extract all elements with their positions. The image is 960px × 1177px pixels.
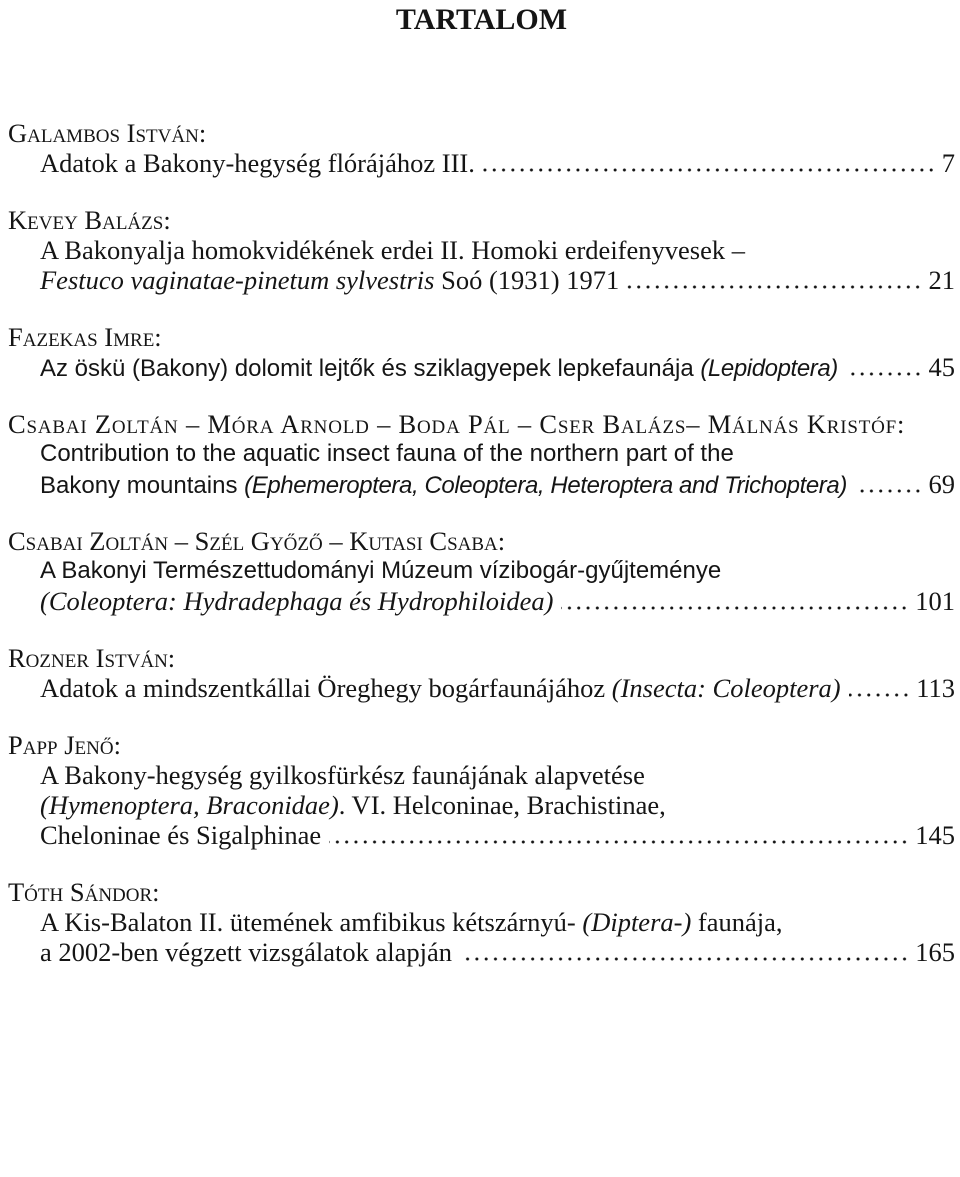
toc-entry	[8, 118, 955, 178]
toc-entry	[8, 730, 955, 850]
entry-authors: Galambos István:	[8, 118, 207, 148]
entry-title-line	[8, 907, 955, 937]
entry-title-line	[8, 469, 955, 499]
entry-authors: Rozner István:	[8, 643, 176, 673]
toc-entry	[8, 205, 955, 295]
entry-title-line	[8, 235, 955, 265]
entry-title-text	[40, 820, 321, 850]
dot-leader	[561, 606, 909, 610]
entry-title-line	[8, 937, 955, 967]
entry-authors: Fazekas Imre:	[8, 322, 162, 352]
title-segment: Adatok a mindszentkállai Öreghegy bogárfaunájához	[40, 673, 606, 703]
italic-taxon-text: (Coleoptera: Hydradephaga és Hydrophiloidea)	[40, 586, 554, 616]
title-segment: Adatok a Bakony-hegység flórájához III.	[40, 148, 475, 178]
dot-leader	[329, 840, 909, 844]
title-segment: Bakony mountains	[40, 472, 238, 499]
entry-title-text	[40, 471, 847, 501]
entry-title-line	[8, 790, 955, 820]
entry-title-line	[8, 556, 955, 586]
toc-entry	[8, 409, 955, 499]
dot-leader	[483, 168, 936, 172]
title-segment: A Kis-Balaton II. ütemének amfibikus kétszárnyú-	[40, 907, 576, 937]
title-segment: faunája,	[697, 907, 783, 937]
toc-entry	[8, 877, 955, 967]
page-number: 21	[928, 265, 955, 295]
italic-taxon-text: (Diptera-)	[582, 907, 692, 937]
page-number: 7	[941, 148, 955, 178]
dot-leader	[846, 372, 923, 376]
italic-taxon-text: (Lepidoptera)	[700, 355, 838, 382]
italic-taxon-text: (Hymenoptera, Braconidae)	[40, 790, 339, 820]
dot-leader	[855, 489, 923, 493]
title-segment: Cheloninae és Sigalphinae	[40, 820, 322, 850]
title-segment: a 2002-ben végzett vizsgálatok alapján	[40, 937, 453, 967]
italic-taxon-text: Festuco vaginatae-pinetum sylvestris	[40, 265, 435, 295]
entry-title-text	[40, 354, 838, 384]
title-segment: . VI. Helconinae, Brachistinae,	[338, 790, 666, 820]
italic-taxon-text: (Ephemeroptera, Coleoptera, Heteroptera and Trichoptera)	[244, 472, 847, 499]
entry-title-line	[8, 673, 955, 703]
title-segment: A Bakonyi Természettudományi Múzeum vízibogár-gyűjteménye	[40, 557, 722, 584]
toc-entry	[8, 322, 955, 382]
dot-leader	[849, 693, 911, 697]
italic-taxon-text: (Insecta: Coleoptera)	[611, 673, 841, 703]
entry-title-line	[8, 439, 955, 469]
title-segment: A Bakony-hegység gyilkosfürkész faunájának alapvetése	[40, 760, 645, 790]
page-number: 113	[916, 673, 955, 703]
entry-title-text	[40, 265, 619, 295]
entry-title-line	[8, 265, 955, 295]
title-segment: A Bakonyalja homokvidékének erdei II. Homoki erdeifenyvesek –	[40, 235, 745, 265]
page-number: 145	[915, 820, 955, 850]
page-number: 69	[928, 469, 955, 499]
page-number: 165	[915, 937, 955, 967]
entry-title-text	[40, 937, 452, 967]
entry-title-line	[8, 760, 955, 790]
entry-authors: Kevey Balázs:	[8, 205, 171, 235]
toc-entry	[8, 643, 955, 703]
page-number: 101	[915, 586, 955, 616]
title-segment: Az öskü (Bakony) dolomit lejtők és sziklagyepek lepkefaunája	[40, 355, 694, 382]
entry-title-line	[8, 586, 955, 616]
dot-leader	[627, 285, 922, 289]
dot-leader	[460, 957, 909, 961]
entry-authors: Csabai Zoltán – Móra Arnold – Boda Pál – Cser Balázs– Málnás Kristóf:	[8, 409, 906, 439]
entry-title-text	[40, 148, 475, 178]
title-segment: Soó (1931) 1971	[441, 265, 620, 295]
entry-authors: Csabai Zoltán – Szél Győző – Kutasi Csaba:	[8, 526, 506, 556]
entry-title-text	[40, 673, 841, 703]
entry-title-text	[40, 586, 553, 616]
entry-authors: Tóth Sándor:	[8, 877, 160, 907]
page-title: TARTALOM	[395, 3, 568, 36]
entry-title-line	[8, 820, 955, 850]
entry-title-line	[8, 352, 955, 382]
page-number: 45	[928, 352, 955, 382]
title-segment: Contribution to the aquatic insect fauna of the northern part of the	[40, 440, 734, 467]
entry-authors: Papp Jenő:	[8, 730, 121, 760]
toc-entry	[8, 526, 955, 616]
entry-title-line	[8, 148, 955, 178]
